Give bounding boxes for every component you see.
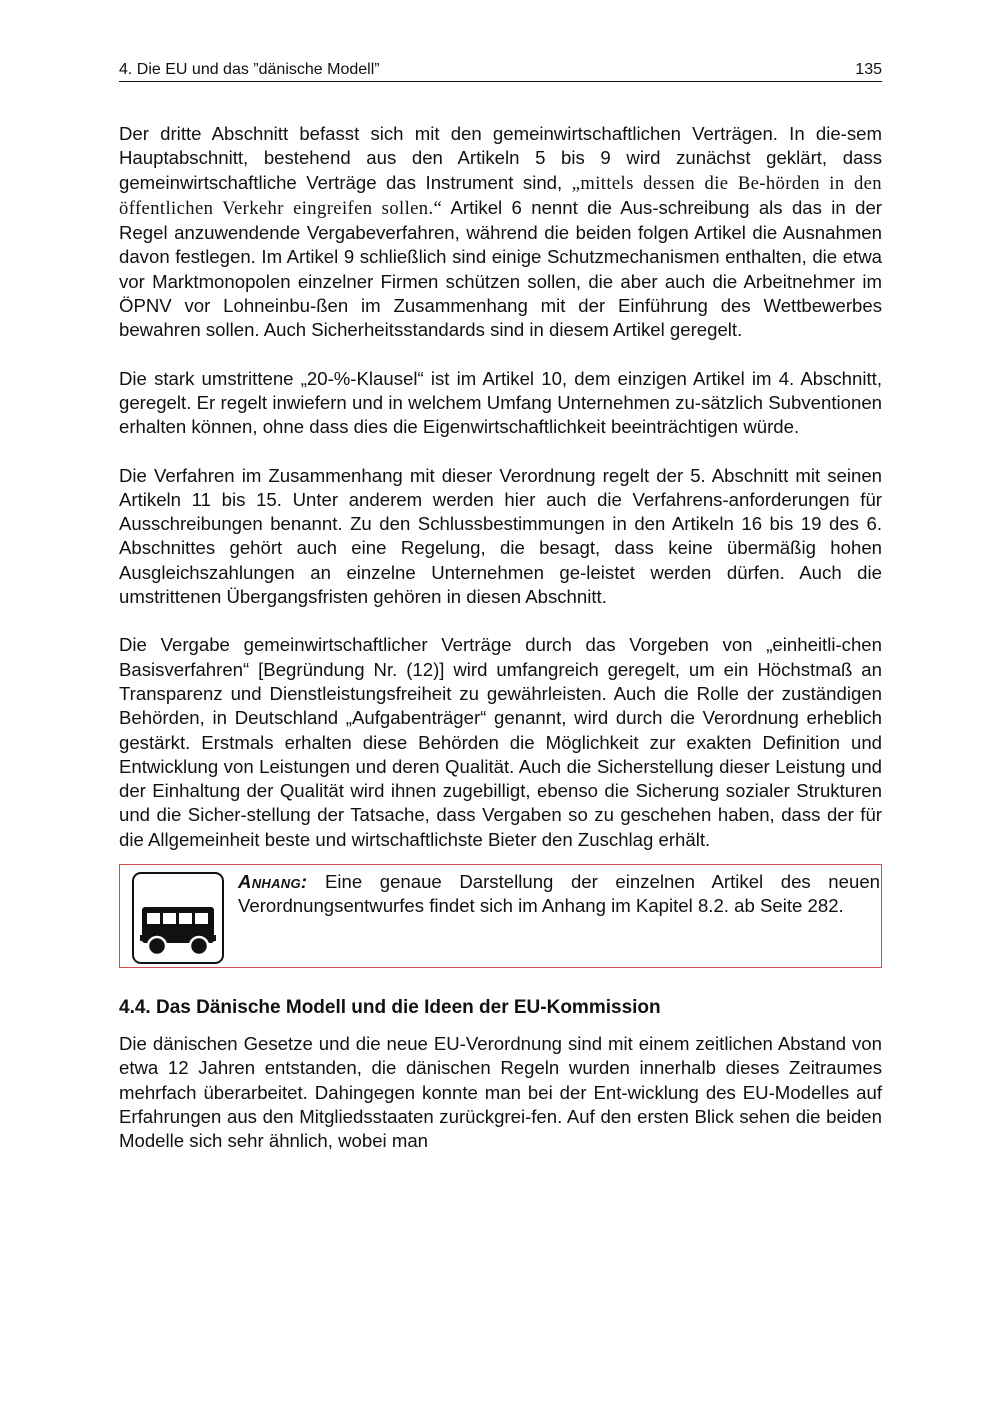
appendix-note-box — [119, 864, 882, 968]
appendix-label: Anhang: — [238, 871, 308, 893]
paragraph-third-section — [119, 122, 882, 343]
paragraph-20-percent-clause: Die stark umstrittene „20-%-Klausel“ ist im Artikel 10, dem einzigen Artikel im 4. Abschnitt, geregelt. Er regelt inwiefern und in welchem Umfang Unternehmen zu-sätzlich Subventionen erhalten können, ohne dass dies die Eigenwirtschaftlichkeit beeinträchtigen würde. — [119, 367, 882, 438]
quoted-text: „mittels dessen die Be-hörden in den öffentlichen Verkehr eingreifen sollen.“ — [119, 172, 882, 219]
paragraph-contract-award: Die Vergabe gemeinwirtschaftlicher Verträge durch das Vorgeben von „einheitli-chen Basisverfahren“ [Begründung Nr. (12)] wird umfangreich geregelt, um ein Höchstmaß an Transparenz und Dienstleistungsfreiheit zu gewährleisten. Auch die Rolle der zuständigen Behörden, in Deutschland „Aufgabenträger“ genannt, wird durch die Verordnung erheblich gestärkt. Erstmals erhalten diese Behörden die Möglichkeit zur exakten Definition und Entwicklung von Leistungen und deren Qualität. Auch die Sicherstellung dieser Leistung und der Einhaltung der Qualität wird ihnen zugebilligt, ebenso die Sicherung sozialer Strukturen und die Sicher-stellung der Tatsache, dass Vergaben so zu geschehen haben, dass der für die Allgemeinheit beste und wirtschaftlichste Bieter den Zuschlag erhält. — [119, 634, 882, 850]
appendix-note-text — [238, 870, 880, 919]
page — [119, 60, 882, 1154]
appendix-note-body: Eine genaue Darstellung der einzelnen Artikel des neuen Verordnungsentwurfes findet sich im Anhang im Kapitel 8.2. ab Seite 282. — [238, 871, 880, 917]
paragraph-text: Der dritte Abschnitt befasst sich mit den gemeinwirtschaftlichen Verträgen. In die-sem Hauptabschnitt, bestehend aus den Artikeln 5 bis 9 wird zunächst geklärt, dass gemeinwirtschaftliche Verträge das Instrument sind, — [119, 123, 882, 193]
section-heading: 4.4. Das Dänische Modell und die Ideen der EU-Kommission — [119, 997, 661, 1019]
bus-icon — [132, 872, 224, 964]
paragraph-text: Artikel 6 nennt die Aus-schreibung als das in der Regel anzuwendende Vergabeverfahren, während die beiden folgen Artikel die Ausnahmen davon festlegen. Im Artikel 9 schließlich sind einige Schutzmechanismen enthalten, die etwa vor Marktmonopolen einzelner Firmen schützen sollen, die aber auch die Arbeitnehmer im ÖPNV vor Lohneinbu-ßen im Zusammenhang mit der Einführung des Wettbewerbes bewahren sollen. Auch Sicherheitsstandards sind in diesem Artikel geregelt. — [119, 196, 882, 341]
chapter-title: 4. Die EU und das ”dänische Modell” — [119, 61, 380, 78]
paragraph-danish-model: Die dänischen Gesetze und die neue EU-Verordnung sind mit einem zeitlichen Abstand von etwa 12 Jahren entstanden, die dänischen Regeln wurden innerhalb dieses Zeitraumes mehrfach überarbeitet. Dahingegen konnte man bei der Ent-wicklung des EU-Modelles auf Erfahrungen aus den Mitgliedsstaaten zurückgrei-fen. Auf den ersten Blick sehen die beiden Modelle sich sehr ähnlich, wobei man — [119, 1033, 882, 1152]
page-number: 135 — [855, 61, 882, 78]
paragraph-procedures: Die Verfahren im Zusammenhang mit dieser Verordnung regelt der 5. Abschnitt mit seinen Artikeln 11 bis 15. Unter anderem werden hier auch die Verfahrens-anforderungen für Ausschreibungen benannt. Zu den Schlussbestimmungen in den Artikeln 16 bis 19 des 6. Abschnittes gehört auch eine Regelung, die besagt, dass keine übermäßig hohen Ausgleichszahlungen an einzelne Unternehmen ge-leistet werden dürfen. Auch die umstrittenen Übergangsfristen gehören in diesen Abschnitt. — [119, 464, 882, 608]
bus-icon-graphic — [140, 907, 216, 957]
running-header — [119, 60, 882, 82]
